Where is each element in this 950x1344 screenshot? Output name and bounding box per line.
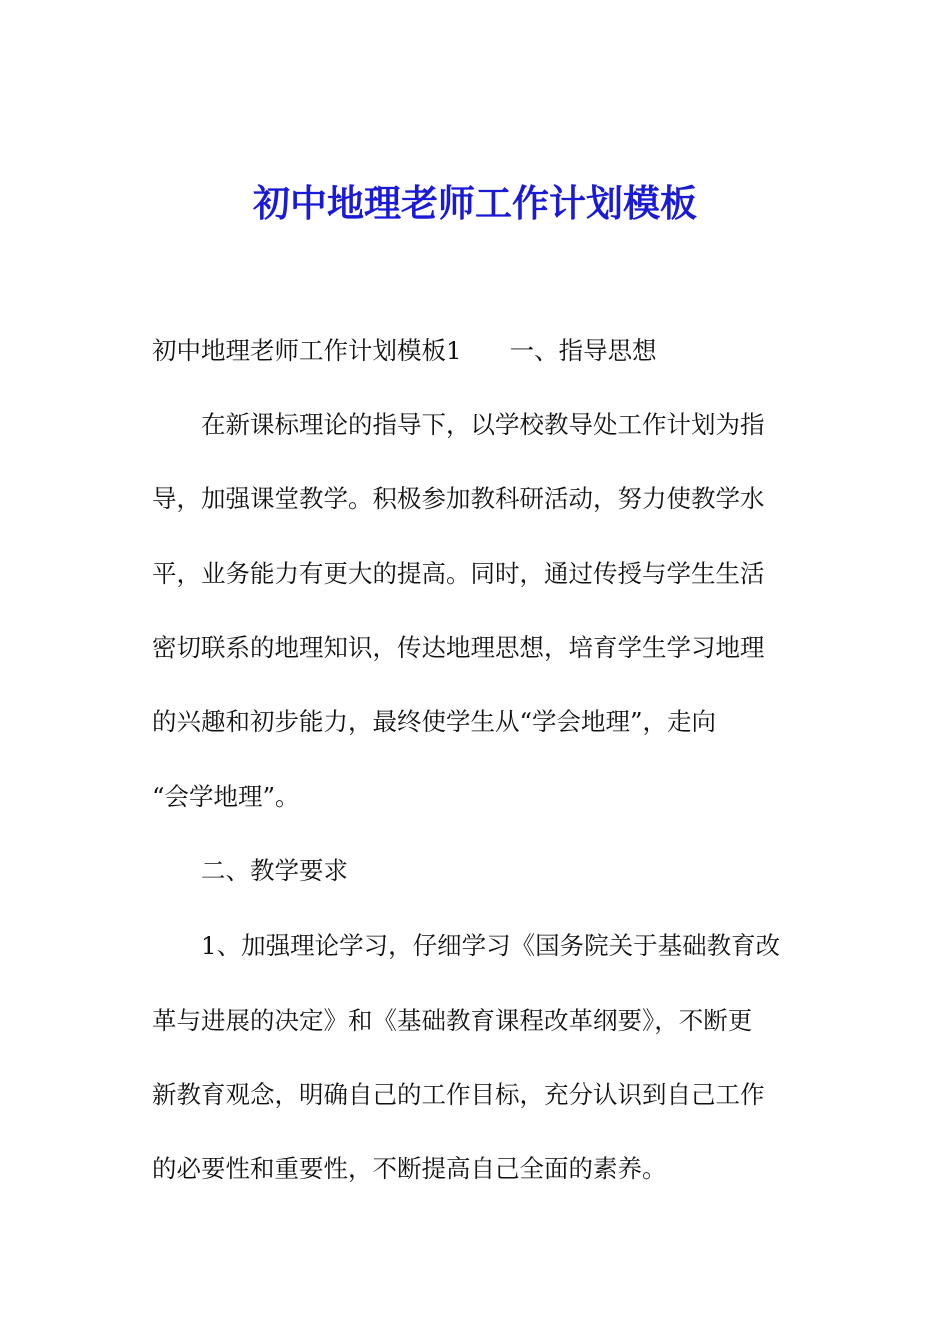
paragraph-line: 的必要性和重要性，不断提高自己全面的素养。 — [152, 1154, 667, 1183]
paragraph-line: 导，加强课堂教学。积极参加教科研活动，努力使教学水 — [152, 484, 765, 513]
paragraph-line: 的兴趣和初步能力，最终使学生从“学会地理”，走向 — [152, 707, 717, 736]
paragraph-line: 新教育观念，明确自己的工作目标，充分认识到自己工作 — [152, 1080, 765, 1109]
plan-heading: 初中地理老师工作计划模板1 — [152, 336, 462, 365]
section-heading-guiding-ideology: 一、指导思想 — [509, 336, 657, 365]
paragraph-line: 平，业务能力有更大的提高。同时，通过传授与学生生活 — [152, 559, 765, 588]
first-line — [152, 333, 657, 369]
paragraph-line: “会学地理”。 — [152, 782, 300, 811]
section-heading-teaching-requirements: 二、教学要求 — [201, 856, 348, 885]
paragraph-line: 在新课标理论的指导下，以学校教导处工作计划为指 — [201, 410, 765, 439]
paragraph-line: 密切联系的地理知识，传达地理思想，培育学生学习地理 — [152, 633, 765, 662]
paragraph-line: 革与进展的决定》和《基础教育课程改革纲要》，不断更 — [152, 1006, 753, 1035]
document-title: 初中地理老师工作计划模板 — [253, 181, 697, 225]
paragraph-line: 1、加强理论学习，仔细学习《国务院关于基础教育改 — [201, 931, 781, 960]
